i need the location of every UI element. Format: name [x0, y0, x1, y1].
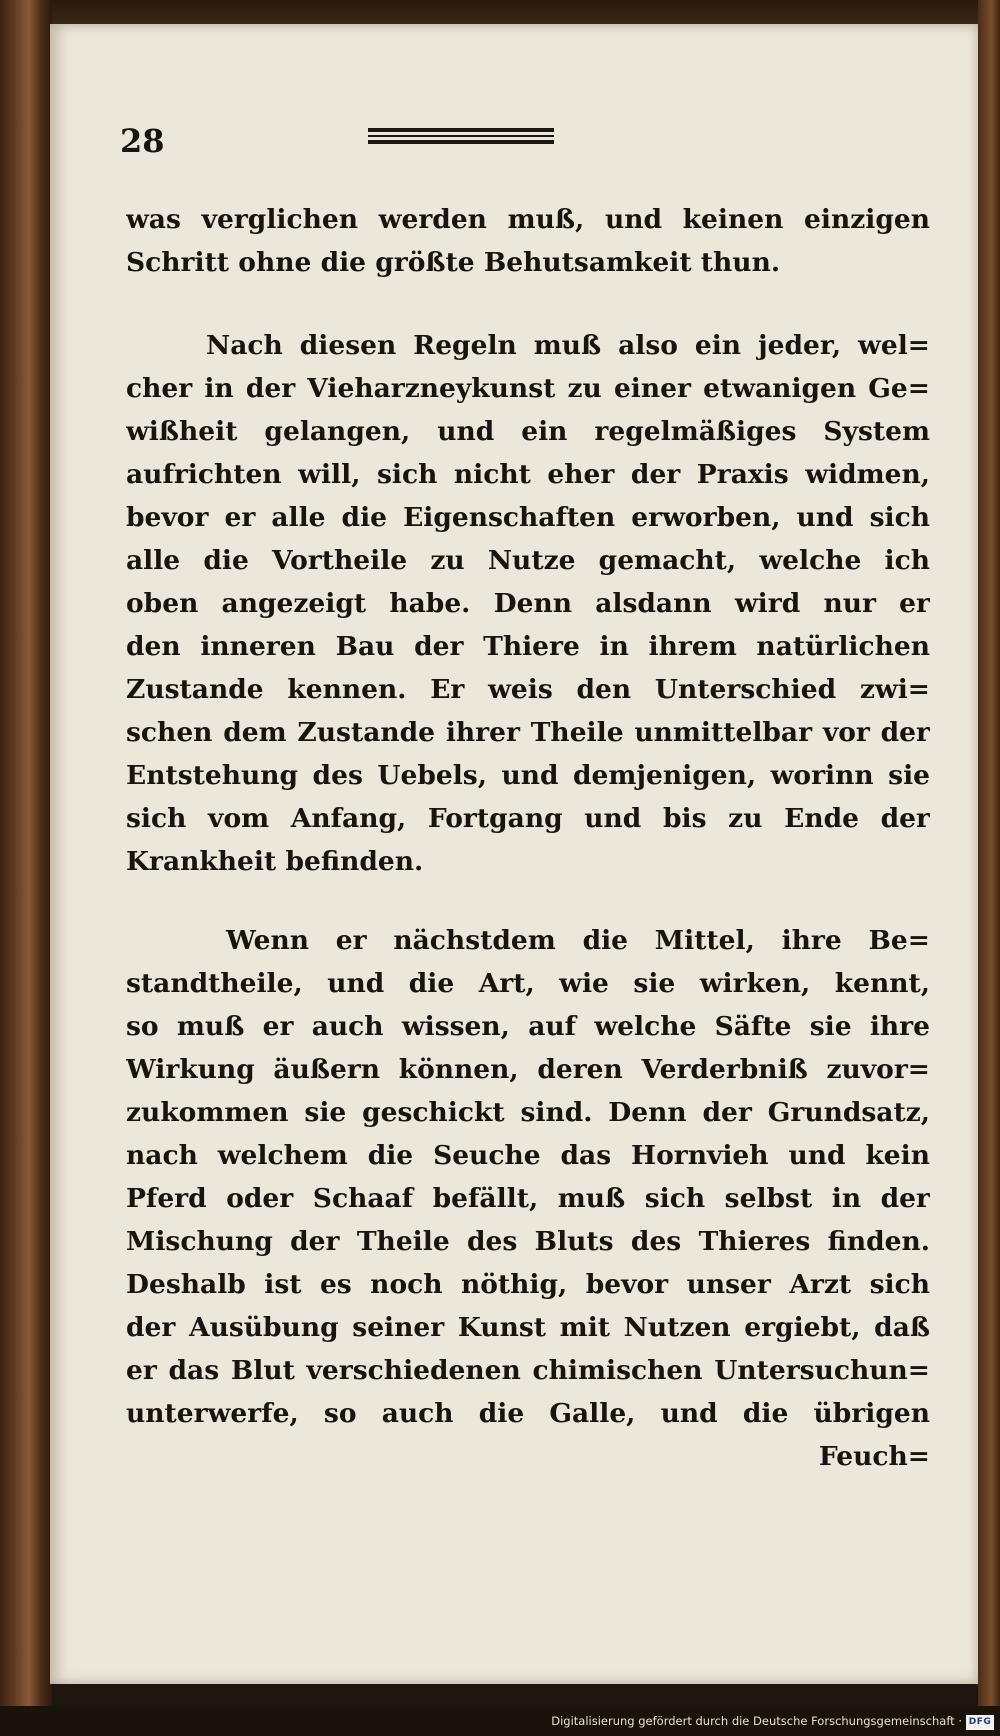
text-line: was verglichen werden muß, und keinen einzigen	[126, 204, 930, 235]
text-line: cher in der Vieharzneykunst zu einer etwanigen Ge=	[126, 373, 930, 404]
text-line: nach welchem die Seuche das Hornvieh und kein	[126, 1140, 930, 1171]
text-line: sich vom Anfang, Fortgang und bis zu Ende der	[126, 803, 930, 834]
text-line: bevor er alle die Eigenschaften erworben, und sich	[126, 502, 930, 533]
page-number: 28	[120, 122, 165, 160]
text-line: unterwerfe, so auch die Galle, und die übrigen	[126, 1398, 930, 1429]
header-ornament	[368, 128, 554, 148]
text-line: oben angezeigt habe. Denn alsdann wird nur er	[126, 588, 930, 619]
text-line: den inneren Bau der Thiere in ihrem natürlichen	[126, 631, 930, 662]
book-fore-edge	[978, 0, 1000, 1706]
text-line: Pferd oder Schaaf befällt, muß sich selbst in der	[126, 1183, 930, 1214]
catchword: Feuch=	[818, 1441, 930, 1472]
paragraph	[126, 198, 930, 284]
body-text	[126, 198, 930, 1478]
paragraph-gap	[126, 284, 930, 324]
text-line: Krankheit befinden.	[126, 846, 424, 877]
book-spine-edge	[0, 0, 52, 1706]
paragraph-gap	[126, 883, 930, 919]
text-line: Wenn er nächstdem die Mittel, ihre Be=	[226, 925, 930, 956]
text-line: der Ausübung seiner Kunst mit Nutzen ergiebt, daß	[126, 1312, 930, 1343]
paragraph	[126, 919, 930, 1435]
text-line: standtheile, und die Art, wie sie wirken, kennt,	[126, 968, 930, 999]
text-line: Nach diesen Regeln muß also ein jeder, wel=	[206, 330, 930, 361]
text-line: Zustande kennen. Er weis den Unterschied zwi=	[126, 674, 930, 705]
text-line: Deshalb ist es noch nöthig, bevor unser Arzt sich	[126, 1269, 930, 1300]
text-line: schen dem Zustande ihrer Theile unmittelbar vor der	[126, 717, 930, 748]
text-line: aufrichten will, sich nicht eher der Praxis widmen,	[126, 459, 930, 490]
digitization-credit: Digitalisierung gefördert durch die Deutsche Forschungsgemeinschaft ·	[551, 1714, 962, 1728]
text-line: so muß er auch wissen, auf welche Säfte sie ihre	[126, 1011, 930, 1042]
page-header	[120, 122, 920, 162]
text-line: Wirkung äußern können, deren Verderbniß zuvor=	[126, 1054, 930, 1085]
text-line: zukommen sie geschickt sind. Denn der Grundsatz,	[126, 1097, 930, 1128]
text-line: Entstehung des Uebels, und demjenigen, worinn sie	[126, 760, 930, 791]
text-line: Mischung der Theile des Bluts des Thieres finden.	[126, 1226, 930, 1257]
paragraph	[126, 324, 930, 883]
dfg-logo: DFG	[966, 1715, 994, 1730]
footer-bar	[0, 1706, 1000, 1736]
text-line: wißheit gelangen, und ein regelmäßiges System	[126, 416, 930, 447]
text-line: alle die Vortheile zu Nutze gemacht, welche ich	[126, 545, 930, 576]
text-line: Schritt ohne die größte Behutsamkeit thun.	[126, 247, 781, 278]
text-line: er das Blut verschiedenen chimischen Untersuchun=	[126, 1355, 930, 1386]
